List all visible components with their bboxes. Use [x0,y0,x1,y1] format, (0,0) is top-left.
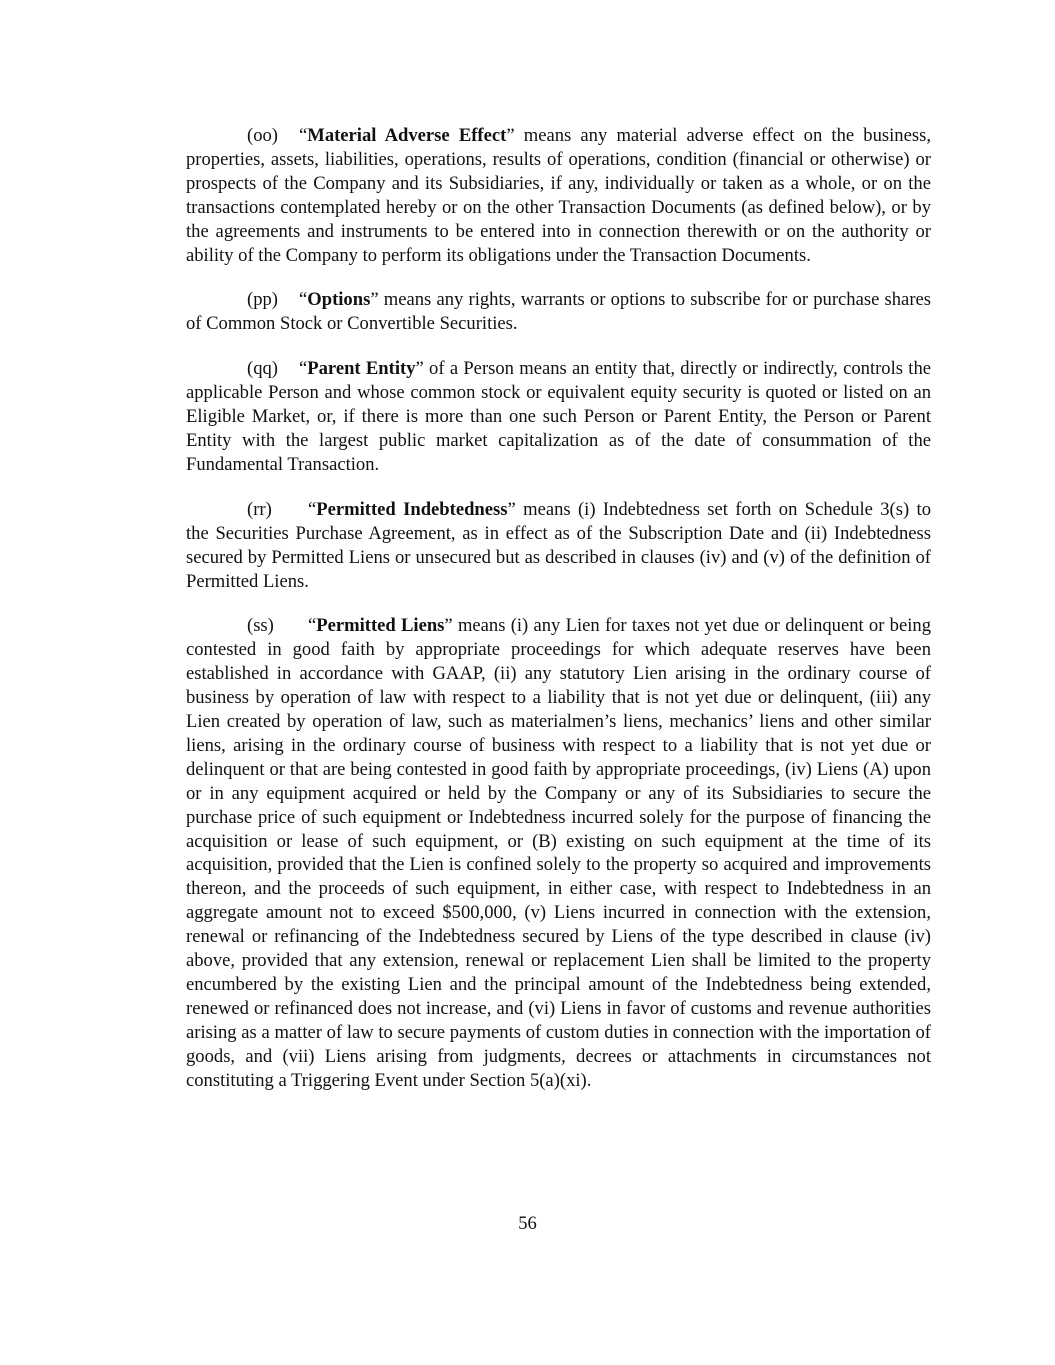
page-number: 56 [518,1213,537,1234]
definition-parent-entity [186,357,931,477]
definition-material-adverse-effect [186,124,931,267]
clause-label: (rr) [247,498,272,520]
defined-term: Permitted Liens [316,615,445,637]
open-quote: “ [299,358,308,380]
definition-text: means (i) any Lien for taxes not yet due or delinquent or being contested in good faith by appropriate proceedings for which adequate reserves have been established in accordance with GAAP, (ii) any statutory Lien arising in the ordinary course of business by operation of law with respect to a liability that is not yet due or delinquent, (iii) any Lien created by operation of law, such as materialmen’s liens, mechanics’ liens and other similar liens, arising in the ordinary course of business with respect to a liability that is not yet due or delinquent or that are being contested in good faith by appropriate proceedings, (iv) Liens (A) upon or in any equipment acquired or held by the Company or any of its Subsidiaries to secure the purchase price of such equipment or Indebtedness incurred solely for the purpose of financing the acquisition or lease of such equipment, or (B) existing on such equipment at the time of its acquisition, provided that the Lien is confined solely to the property so acquired and improvements thereon, and the proceeds of such equipment, in either case, with respect to Indebtedness in an aggregate amount not to exceed $500,000, (v) Liens incurred in connection with the extension, renewal or refinancing of the Indebtedness secured by Liens of the type described in clause (iv) above, provided that any extension, renewal or replacement Lien shall be limited to the property encumbered by the existing Lien and the principal amount of the Indebtedness being extended, renewed or refinanced does not increase, and (vi) Liens in favor of customs and revenue authorities arising as a matter of law to secure payments of custom duties in connection with the importation of goods, and (vii) Liens arising from judgments, decrees or attachments in circumstances not constituting a Triggering Event under Section 5(a)(xi). [186,615,931,1091]
close-quote: ” [507,498,516,520]
clause-label: (oo) [247,125,278,146]
close-quote: ” [444,615,453,637]
definition-text: means any rights, warrants or options to subscribe for or purchase shares of Common Stock or Convertible Securities. [186,289,931,335]
clause-label: (qq) [247,358,278,380]
defined-term: Parent Entity [307,358,416,380]
definition-options [186,288,931,336]
definition-permitted-liens [186,614,931,1092]
clause-label: (pp) [247,289,278,311]
clause-label: (ss) [247,615,274,637]
open-quote: “ [308,615,317,637]
defined-term: Material Adverse Effect [307,125,507,146]
definition-text: means any material adverse effect on the business, properties, assets, liabilities, operations, results of operations, condition (financial or otherwise) or prospects of the Company and its Subsidiaries, if any, individually or taken as a whole, or on the transactions contemplated hereby or on the other Transaction Documents (as defined below), or by the agreements and instruments to be entered into in connection therewith or on the authority or ability of the Company to perform its obligations under the Transaction Documents. [186,125,931,266]
definition-text: means (i) Indebtedness set forth on Schedule 3(s) to the Securities Purchase Agreement, as in effect as of the Subscription Date and (ii) Indebtedness secured by Permitted Liens or unsecured but as described in clauses (iv) and (v) of the definition of Permitted Liens. [186,498,931,592]
document-page-body [186,124,931,1114]
close-quote: ” [415,358,424,380]
open-quote: “ [299,125,308,146]
close-quote: ” [370,289,379,311]
defined-term: Options [307,289,371,311]
defined-term: Permitted Indebtedness [316,498,508,520]
definition-permitted-indebtedness [186,498,931,594]
definition-text: of a Person means an entity that, directly or indirectly, controls the applicable Person and whose common stock or equivalent equity security is quoted or listed on an Eligible Market, or, if there is more than one such Person or Parent Entity, the Person or Parent Entity with the largest public market capitalization as of the date of consummation of the Fundamental Transaction. [186,358,931,475]
open-quote: “ [299,289,308,311]
open-quote: “ [308,498,317,520]
close-quote: ” [506,125,515,146]
